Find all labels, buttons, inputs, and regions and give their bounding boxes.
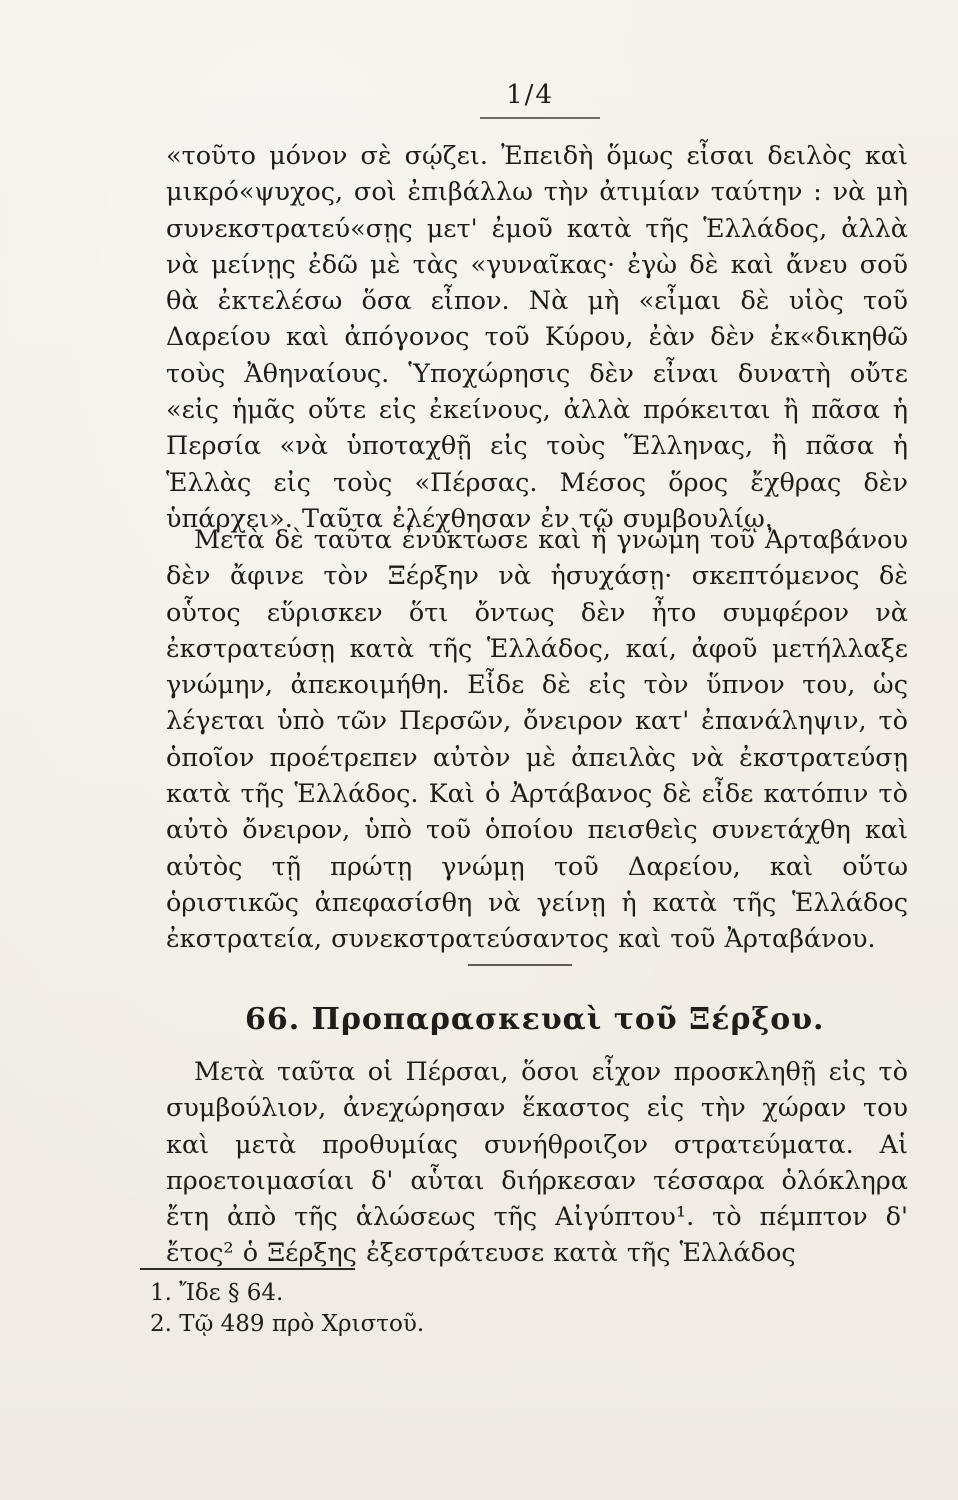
top-divider — [480, 117, 600, 119]
footnotes — [150, 1278, 750, 1340]
section-heading: 66. Προπαρασκευαὶ τοῦ Ξέρξου. — [245, 1002, 825, 1037]
paragraph-preparations: Μετὰ ταῦτα οἱ Πέρσαι, ὅσοι εἶχον προσκληθῇ εἰς τὸ συμβούλιον, ἀνεχώρησαν ἕκαστος εἰς τὴν χώραν του καὶ μετὰ προθυμίας συνήθροιζον στρατεύματα. Αἱ προετοιμασίαι δ' αὗται διήρκεσαν τέσσαρα ὁλόκληρα ἔτη ἀπὸ τῆς ἁλώσεως τῆς Αἰγύπτου¹. τὸ πέμπτον δ' ἔτος² ὁ Ξέρξης ἐξεστράτευσε κατὰ τῆς Ἑλλάδος — [166, 1057, 908, 1269]
footnote-2: 2. Τῷ 489 πρὸ Χριστοῦ. — [150, 1311, 425, 1337]
paragraph-dream: Μετὰ δὲ ταῦτα ἐνύκτωσε καὶ ἡ γνώμη τοῦ Ἀρταβάνου δὲν ἄφινε τὸν Ξέρξην νὰ ἡσυχάσῃ· σκεπτόμενος δὲ οὗτος εὕρισκεν ὅτι ὄντως δὲν ἦτο συμφέρον νὰ ἐκστρατεύσῃ κατὰ τῆς Ἑλλάδος, καί, ἀφοῦ μετήλλαξε γνώμην, ἀπεκοιμήθη. Εἶδε δὲ εἰς τὸν ὕπνον του, ὡς λέγεται ὑπὸ τῶν Περσῶν, ὄνειρον κατ' ἐπανάληψιν, τὸ ὁποῖον προέτρεπεν αὐτὸν μὲ ἀπειλὰς νὰ ἐκστρατεύσῃ κατὰ τῆς Ἑλλάδος. Καὶ ὁ Ἀρτάβανος δὲ εἶδε κατόπιν τὸ αὐτὸ ὄνειρον, ὑπὸ τοῦ ὁποίου πεισθεὶς συνετάχθη καὶ αὐτὸς τῇ πρώτῃ γνώμῃ τοῦ Δαρείου, καὶ οὕτω ὁριστικῶς ἀπεφασίσθη νὰ γείνῃ ἡ κατὰ τῆς Ἑλλάδος ἐκστρατεία, συνεκστρατεύσαντος καὶ τοῦ Ἀρταβάνου. — [166, 525, 908, 955]
text-block-preparations — [166, 1054, 908, 1272]
page-number: 1/4 — [506, 80, 554, 110]
footnote-1: 1. Ἴδε § 64. — [150, 1280, 284, 1306]
text-block-quote — [166, 138, 908, 537]
paragraph-quote: «τοῦτο μόνον σὲ σῴζει. Ἐπειδὴ ὅμως εἶσαι δειλὸς καὶ μικρό«ψυχος, σοὶ ἐπιβάλλω τὴν ἀτιμίαν ταύτην : νὰ μὴ συνεκστρατεύ«σῃς μετ' ἐμοῦ κατὰ τῆς Ἑλλάδος, ἀλλὰ νὰ μείνῃς ἐδῶ μὲ τὰς «γυναῖκας· ἐγὼ δὲ καὶ ἄνευ σοῦ θὰ ἐκτελέσω ὅσα εἶπον. Νὰ μὴ «εἶμαι δὲ υἱὸς τοῦ Δαρείου καὶ ἀπόγονος τοῦ Κύρου, ἐὰν δὲν ἐκ«δικηθῶ τοὺς Ἀθηναίους. Ὑποχώρησις δὲν εἶναι δυνατὴ οὔτε «εἰς ἡμᾶς οὔτε εἰς ἐκείνους, ἀλλὰ πρόκειται ἢ πᾶσα ἡ Περσία «νὰ ὑποταχθῇ εἰς τοὺς Ἕλληνας, ἢ πᾶσα ἡ Ἑλλὰς εἰς τοὺς «Πέρσας. Μέσος ὅρος ἔχθρας δὲν ὑπάρχει». Ταῦτα ἐλέχθησαν ἐν τῷ συμβουλίῳ. — [166, 141, 908, 534]
text-block-dream — [166, 522, 908, 958]
section-divider — [468, 964, 572, 966]
footnote-divider — [140, 1268, 355, 1270]
